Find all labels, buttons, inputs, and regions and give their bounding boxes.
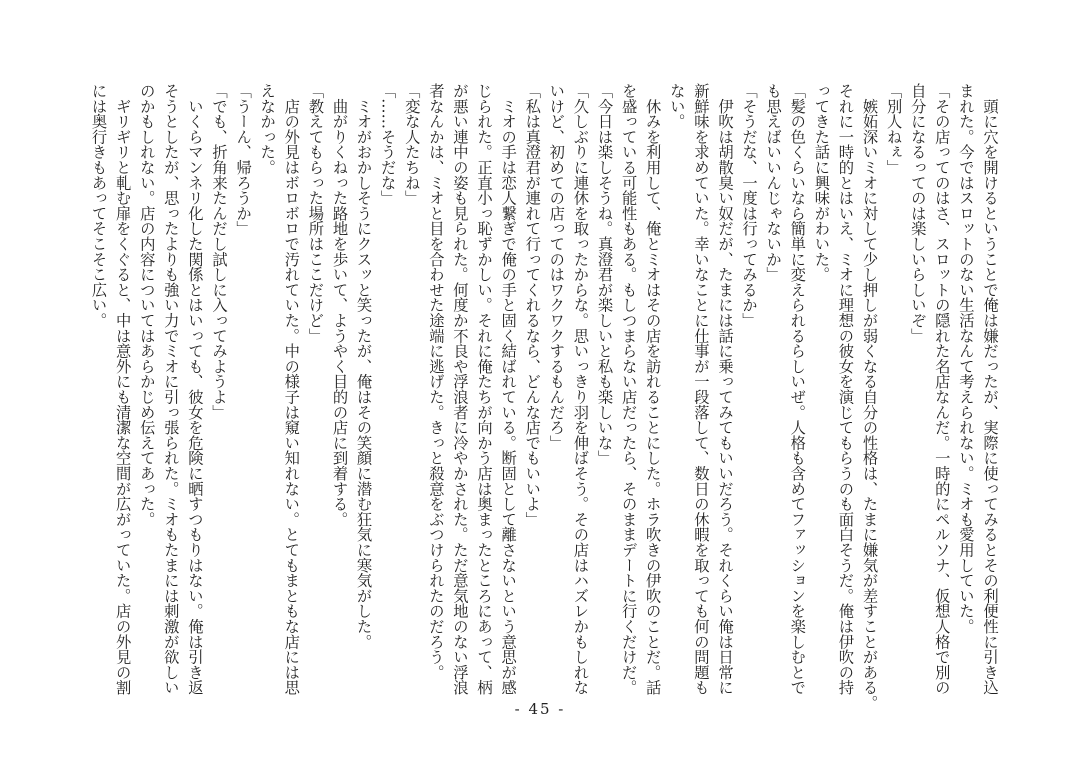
text-line: が悪い連中の姿も見られた。何度か不良や浮浪者に冷やかされた。ただ意気地のない浮浪 <box>450 83 469 695</box>
text-line: 店の外見はボロボロで汚れていた。中の様子は窺い知れない。とてもまともな店には思 <box>282 83 301 695</box>
text-line: ミオがおかしそうにクスッと笑ったが、俺はその笑顔に潜む狂気に寒気がした。 <box>354 83 373 650</box>
text-line: 「その店ってのはさ、スロットの隠れた名店なんだ。一時的にペルソナ、仮想人格で別の <box>932 83 951 695</box>
text-line: それに一時的とはいえ、ミオに理想の彼女を演じてもらうのも面白そうだ。俺は伊吹の持 <box>836 83 855 695</box>
text-line: 「……そうだな」 <box>378 83 397 206</box>
text-line: のかもしれない。店の内容についてはあらかじめ伝えてあった。 <box>137 83 156 527</box>
text-line: も思えばいいんじゃないか」 <box>764 83 783 282</box>
text-line: 「久しぶりに連休を取ったからな。思いっきり羽を伸ばそう。その店はハズレかもしれな <box>571 83 590 695</box>
text-line: いけど、初めての店ってのはワクワクするもんだろ」 <box>547 83 566 451</box>
text-line: 「変な人たちね」 <box>402 83 421 206</box>
text-line: ミオの手は恋人繋ぎで俺の手と固く結ばれている。断固として離さないという意思が感 <box>499 83 518 695</box>
text-line: 「髪の色くらいなら簡単に変えられるらしいぜ。人格も含めてファッションを楽しむとで <box>788 83 807 695</box>
text-line: 曲がりくねった路地を歩いて、ようやく目的の店に到着する。 <box>330 83 349 527</box>
text-line: 「私は真澄君が連れて行ってくれるなら、どんな店でもいいよ」 <box>523 83 542 527</box>
text-line: 伊吹は胡散臭い奴だが、たまには話に乗ってみてもいいだろう。それくらい俺は日常に <box>715 83 734 695</box>
text-line: 「そうだな、一度は行ってみるか」 <box>740 83 759 328</box>
text-line: には奥行きもあってそこそこ広い。 <box>89 83 108 328</box>
text-line: を盛っている可能性もある。もしつまらない店だったら、そのままデートに行くだけだ。 <box>619 83 638 695</box>
text-line: 「教えてもらった場所はここだけど」 <box>306 83 325 344</box>
text-line: まれた。今ではスロットのない生活なんて考えられない。ミオも愛用していた。 <box>956 83 975 634</box>
text-line: ギリギリと軋む扉をくぐると、中は意外にも清潔な空間が広がっていた。店の外見の割 <box>113 83 132 695</box>
text-line: 休みを利用して、俺とミオはその店を訪れることにした。ホラ吹きの伊吹のことだ。話 <box>643 83 662 695</box>
text-line: 「うーん、帰ろうか」 <box>234 83 253 236</box>
text-line: えなかった。 <box>258 83 277 175</box>
text-line: 「今日は楽しそうね。真澄君が楽しいと私も楽しいな」 <box>595 83 614 466</box>
text-line: ってきた話に興味がわいた。 <box>812 83 831 282</box>
text-line: いくらマンネリ化した関係とはいっても、彼女を危険に晒すつもりはない。俺は引き返 <box>185 83 204 695</box>
text-line: 嫉妬深いミオに対して少し押しが弱くなる自分の性格は、たまに嫌気が差すことがある。 <box>860 83 879 711</box>
text-line: 「別人ねぇ」 <box>884 83 903 175</box>
text-line: 自分になるってのは楽しいらしいぞ」 <box>908 83 927 344</box>
text-line: じられた。正直小っ恥ずかしい。それに俺たちが向かう店は奥まったところにあって、柄 <box>475 83 494 695</box>
text-line: 者なんかは、ミオと目を合わせた途端に逃げた。きっと殺意をぶつけられたのだろう。 <box>426 83 445 680</box>
text-line: そうとしたが、思ったよりも強い力でミオに引っ張られた。ミオもたまには刺激が欲しい <box>161 83 180 695</box>
text-line: 頭に穴を開けるということで俺は嫌だったが、実際に使ってみるとその利便性に引き込 <box>981 83 999 695</box>
page-number: - 45 - <box>514 700 566 718</box>
text-line: ない。 <box>667 83 686 129</box>
text-line: 新鮮味を求めていた。幸いなことに仕事が一段落して、数日の休暇を取っても何の問題も <box>691 83 710 695</box>
text-line: 「でも、折角来たんだし試しに入ってみようよ」 <box>210 83 228 420</box>
